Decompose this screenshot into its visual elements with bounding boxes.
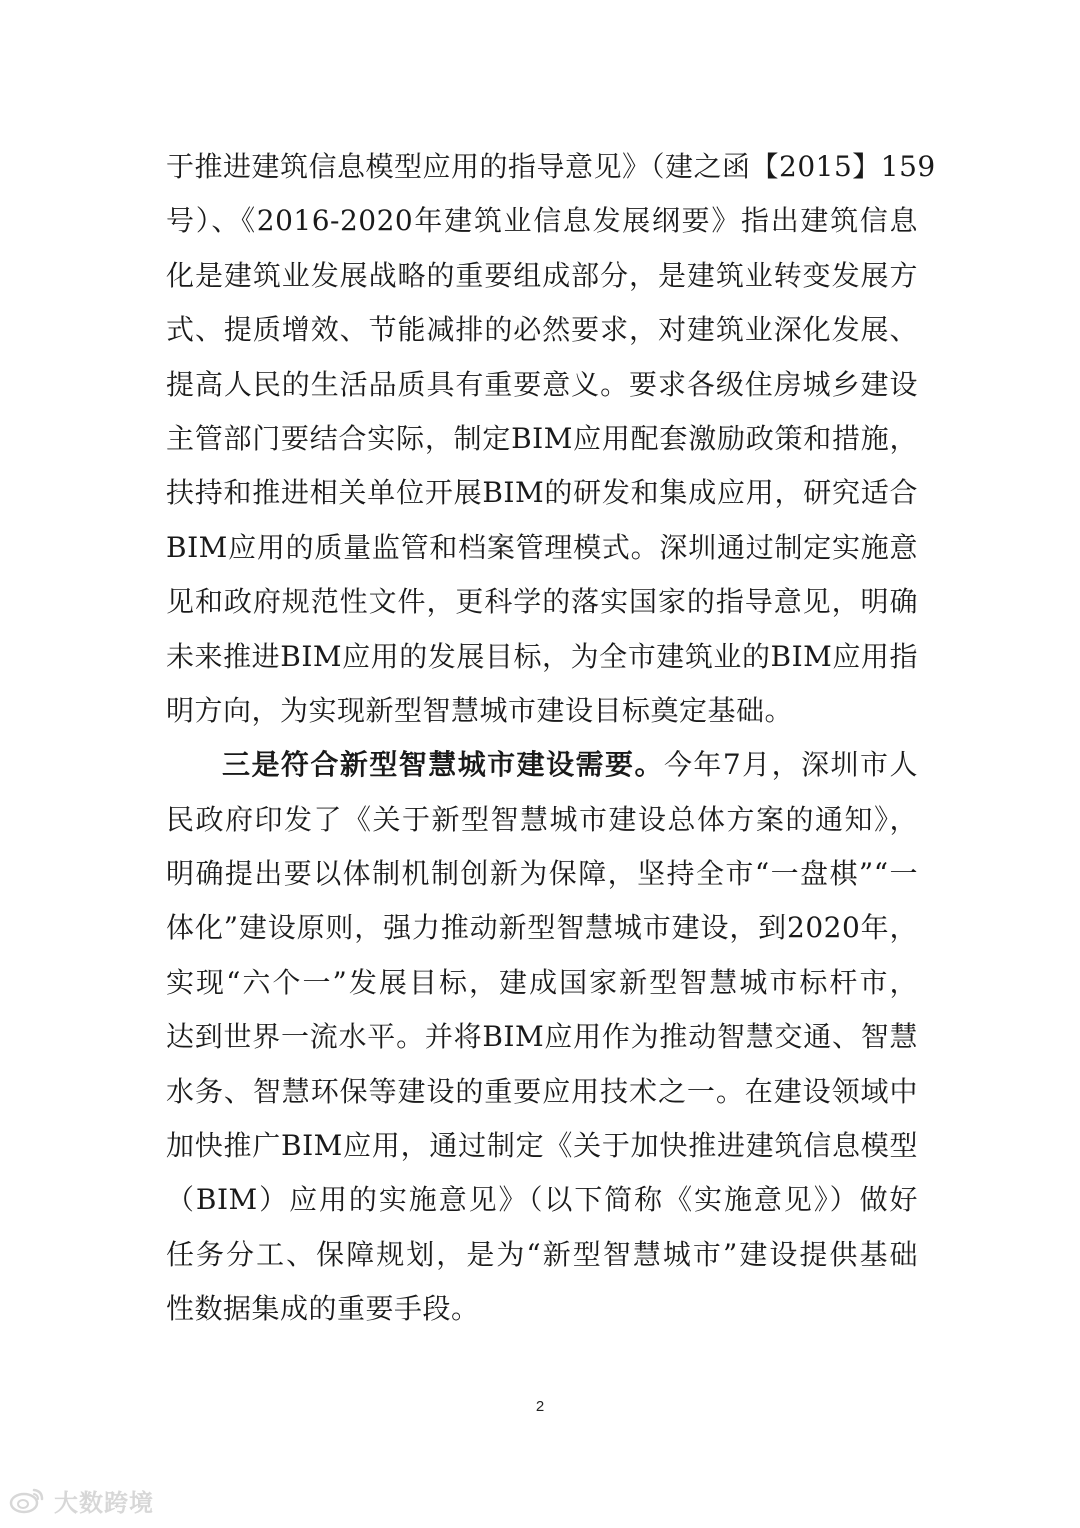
text-span: 今年7月，深圳市人 — [663, 748, 918, 782]
text-line: 式、提质增效、节能减排的必然要求，对建筑业深化发展、 — [166, 313, 918, 347]
text-line: 民政府印发了《关于新型智慧城市建设总体方案的通知》， — [166, 802, 918, 836]
body-text — [166, 140, 936, 1337]
text-line: 明确提出要以体制机制创新为保障，坚持全市“一盘棋”“一 — [166, 857, 918, 891]
text-line: 实现“六个一”发展目标，建成国家新型智慧城市标杆市， — [166, 965, 918, 999]
paragraph-2 — [166, 738, 918, 1336]
text-line: 扶持和推进相关单位开展BIM的研发和集成应用，研究适合 — [166, 476, 918, 510]
text-line: 见和政府规范性文件，更科学的落实国家的指导意见，明确 — [166, 585, 918, 619]
text-line: 任务分工、保障规划，是为“新型智慧城市”建设提供基础 — [166, 1237, 918, 1271]
text-line: 水务、智慧环保等建设的重要应用技术之一。在建设领域中 — [166, 1074, 918, 1108]
text-line: 主管部门要结合实际，制定BIM应用配套激励政策和措施， — [166, 421, 918, 455]
paragraph-1 — [166, 140, 936, 738]
text-line: （BIM）应用的实施意见》（以下简称《实施意见》）做好 — [166, 1183, 918, 1217]
page-number: 2 — [535, 1398, 545, 1415]
watermark — [8, 1482, 154, 1518]
watermark-text: 大数跨境 — [54, 1488, 154, 1517]
text-line: 化是建筑业发展战略的重要组成部分，是建筑业转变发展方 — [166, 258, 918, 292]
paragraph-heading: 三是符合新型智慧城市建设需要。 — [222, 748, 664, 782]
text-line: 体化”建设原则，强力推动新型智慧城市建设，到2020年， — [166, 911, 918, 945]
text-line: BIM应用的质量监管和档案管理模式。深圳通过制定实施意 — [166, 530, 918, 564]
text-line: 号）、《2016-2020年建筑业信息发展纲要》指出建筑信息 — [166, 204, 918, 238]
text-line: 未来推进BIM应用的发展目标，为全市建筑业的BIM应用指 — [166, 639, 918, 673]
text-line: 于推进建筑信息模型应用的指导意见》（建之函【2015】159 — [166, 150, 936, 183]
text-line: 明方向，为实现新型智慧城市建设目标奠定基础。 — [166, 693, 794, 727]
text-line: 提高人民的生活品质具有重要意义。要求各级住房城乡建设 — [166, 367, 918, 401]
text-line: 达到世界一流水平。并将BIM应用作为推动智慧交通、智慧 — [166, 1020, 918, 1054]
weibo-logo-icon — [8, 1486, 46, 1514]
text-line: 加快推广BIM应用，通过制定《关于加快推进建筑信息模型 — [166, 1129, 918, 1163]
text-line: 性数据集成的重要手段。 — [166, 1292, 480, 1326]
paragraph-2-first-line — [166, 738, 918, 792]
